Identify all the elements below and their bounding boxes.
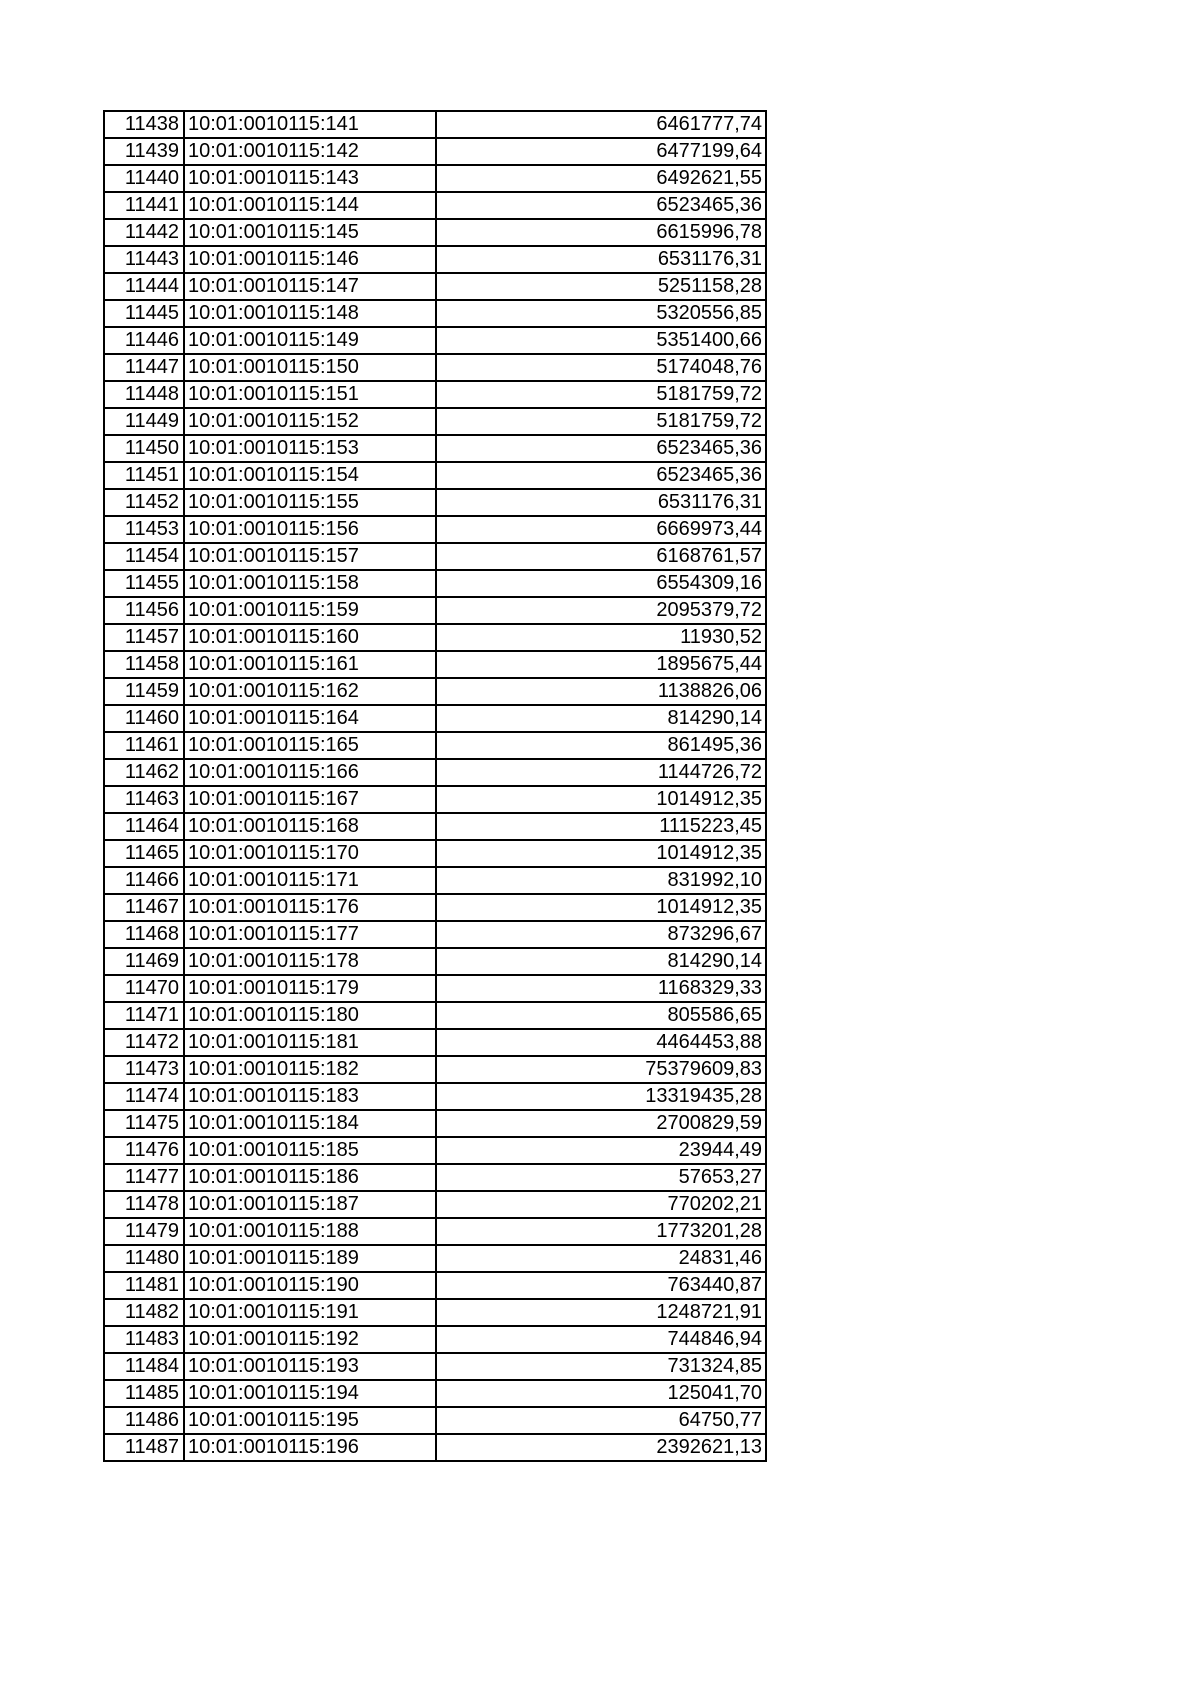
cadastral-value-cell: 1773201,28 [436,1218,766,1245]
cadastral-value-cell: 763440,87 [436,1272,766,1299]
cadastral-number-cell: 10:01:0010115:161 [184,651,436,678]
cadastral-number-cell: 10:01:0010115:187 [184,1191,436,1218]
row-number-cell: 11476 [104,1137,184,1164]
row-number-cell: 11464 [104,813,184,840]
table-row [104,192,766,219]
table-row [104,840,766,867]
table-row [104,1056,766,1083]
cadastral-value-cell: 831992,10 [436,867,766,894]
cadastral-value-table [103,110,767,1462]
row-number-cell: 11485 [104,1380,184,1407]
cadastral-value-cell: 5351400,66 [436,327,766,354]
cadastral-value-cell: 24831,46 [436,1245,766,1272]
table-row [104,1137,766,1164]
cadastral-number-cell: 10:01:0010115:193 [184,1353,436,1380]
row-number-cell: 11448 [104,381,184,408]
cadastral-number-cell: 10:01:0010115:149 [184,327,436,354]
cadastral-number-cell: 10:01:0010115:186 [184,1164,436,1191]
table-row [104,1110,766,1137]
cadastral-value-cell: 6477199,64 [436,138,766,165]
table-row [104,462,766,489]
cadastral-number-cell: 10:01:0010115:144 [184,192,436,219]
row-number-cell: 11478 [104,1191,184,1218]
row-number-cell: 11474 [104,1083,184,1110]
row-number-cell: 11469 [104,948,184,975]
cadastral-value-cell: 6669973,44 [436,516,766,543]
table-row [104,219,766,246]
cadastral-value-cell: 2700829,59 [436,1110,766,1137]
cadastral-number-cell: 10:01:0010115:168 [184,813,436,840]
cadastral-value-cell: 1115223,45 [436,813,766,840]
cadastral-number-cell: 10:01:0010115:184 [184,1110,436,1137]
cadastral-number-cell: 10:01:0010115:188 [184,1218,436,1245]
cadastral-number-cell: 10:01:0010115:192 [184,1326,436,1353]
table-row [104,975,766,1002]
row-number-cell: 11468 [104,921,184,948]
cadastral-number-cell: 10:01:0010115:183 [184,1083,436,1110]
table-row [104,678,766,705]
row-number-cell: 11444 [104,273,184,300]
table-row [104,867,766,894]
cadastral-value-cell: 6523465,36 [436,435,766,462]
cadastral-number-cell: 10:01:0010115:158 [184,570,436,597]
table-row [104,786,766,813]
cadastral-number-cell: 10:01:0010115:170 [184,840,436,867]
row-number-cell: 11447 [104,354,184,381]
cadastral-value-cell: 1014912,35 [436,840,766,867]
table-row [104,1407,766,1434]
cadastral-value-cell: 75379609,83 [436,1056,766,1083]
cadastral-value-cell: 6615996,78 [436,219,766,246]
table-row [104,1083,766,1110]
row-number-cell: 11455 [104,570,184,597]
table-row [104,813,766,840]
table-row [104,489,766,516]
cadastral-value-cell: 125041,70 [436,1380,766,1407]
cadastral-value-cell: 873296,67 [436,921,766,948]
table-row [104,732,766,759]
table-row [104,1002,766,1029]
row-number-cell: 11466 [104,867,184,894]
row-number-cell: 11451 [104,462,184,489]
row-number-cell: 11467 [104,894,184,921]
row-number-cell: 11477 [104,1164,184,1191]
cadastral-number-cell: 10:01:0010115:142 [184,138,436,165]
cadastral-value-cell: 6523465,36 [436,192,766,219]
cadastral-value-cell: 2095379,72 [436,597,766,624]
cadastral-value-cell: 23944,49 [436,1137,766,1164]
row-number-cell: 11459 [104,678,184,705]
table-row [104,705,766,732]
row-number-cell: 11481 [104,1272,184,1299]
cadastral-value-cell: 1895675,44 [436,651,766,678]
cadastral-value-cell: 861495,36 [436,732,766,759]
cadastral-number-cell: 10:01:0010115:171 [184,867,436,894]
cadastral-value-cell: 731324,85 [436,1353,766,1380]
table-row [104,1272,766,1299]
cadastral-value-cell: 6523465,36 [436,462,766,489]
cadastral-value-cell: 1014912,35 [436,786,766,813]
cadastral-number-cell: 10:01:0010115:190 [184,1272,436,1299]
cadastral-number-cell: 10:01:0010115:157 [184,543,436,570]
table-row [104,1191,766,1218]
row-number-cell: 11458 [104,651,184,678]
row-number-cell: 11461 [104,732,184,759]
row-number-cell: 11475 [104,1110,184,1137]
cadastral-number-cell: 10:01:0010115:145 [184,219,436,246]
cadastral-number-cell: 10:01:0010115:147 [184,273,436,300]
row-number-cell: 11457 [104,624,184,651]
cadastral-number-cell: 10:01:0010115:164 [184,705,436,732]
cadastral-number-cell: 10:01:0010115:185 [184,1137,436,1164]
table-row [104,597,766,624]
cadastral-value-cell: 57653,27 [436,1164,766,1191]
cadastral-value-cell: 744846,94 [436,1326,766,1353]
cadastral-value-cell: 5320556,85 [436,300,766,327]
row-number-cell: 11449 [104,408,184,435]
table-row [104,138,766,165]
table-row [104,1353,766,1380]
cadastral-value-cell: 1144726,72 [436,759,766,786]
table-row [104,759,766,786]
table-row [104,624,766,651]
cadastral-number-cell: 10:01:0010115:167 [184,786,436,813]
row-number-cell: 11472 [104,1029,184,1056]
row-number-cell: 11471 [104,1002,184,1029]
table-row [104,1029,766,1056]
table-row [104,1299,766,1326]
table-row [104,300,766,327]
cadastral-value-cell: 13319435,28 [436,1083,766,1110]
cadastral-value-cell: 6554309,16 [436,570,766,597]
cadastral-number-cell: 10:01:0010115:182 [184,1056,436,1083]
row-number-cell: 11450 [104,435,184,462]
table-row [104,1326,766,1353]
cadastral-number-cell: 10:01:0010115:153 [184,435,436,462]
cadastral-number-cell: 10:01:0010115:177 [184,921,436,948]
table-row [104,516,766,543]
table-row [104,543,766,570]
cadastral-value-cell: 1138826,06 [436,678,766,705]
cadastral-value-cell: 6168761,57 [436,543,766,570]
row-number-cell: 11440 [104,165,184,192]
row-number-cell: 11439 [104,138,184,165]
table-row [104,1380,766,1407]
cadastral-value-cell: 6531176,31 [436,489,766,516]
row-number-cell: 11482 [104,1299,184,1326]
cadastral-value-cell: 11930,52 [436,624,766,651]
cadastral-value-cell: 5174048,76 [436,354,766,381]
cadastral-value-cell: 1168329,33 [436,975,766,1002]
row-number-cell: 11465 [104,840,184,867]
table-row [104,1218,766,1245]
cadastral-number-cell: 10:01:0010115:146 [184,246,436,273]
cadastral-value-cell: 6492621,55 [436,165,766,192]
table-row [104,111,766,138]
cadastral-number-cell: 10:01:0010115:196 [184,1434,436,1461]
cadastral-number-cell: 10:01:0010115:180 [184,1002,436,1029]
cadastral-number-cell: 10:01:0010115:141 [184,111,436,138]
cadastral-number-cell: 10:01:0010115:155 [184,489,436,516]
cadastral-number-cell: 10:01:0010115:176 [184,894,436,921]
cadastral-number-cell: 10:01:0010115:189 [184,1245,436,1272]
cadastral-number-cell: 10:01:0010115:160 [184,624,436,651]
cadastral-number-cell: 10:01:0010115:159 [184,597,436,624]
row-number-cell: 11443 [104,246,184,273]
table-body [104,111,766,1461]
row-number-cell: 11453 [104,516,184,543]
cadastral-number-cell: 10:01:0010115:152 [184,408,436,435]
cadastral-number-cell: 10:01:0010115:194 [184,1380,436,1407]
cadastral-number-cell: 10:01:0010115:195 [184,1407,436,1434]
table-row [104,894,766,921]
row-number-cell: 11479 [104,1218,184,1245]
table-row [104,921,766,948]
table-row [104,246,766,273]
row-number-cell: 11460 [104,705,184,732]
cadastral-number-cell: 10:01:0010115:143 [184,165,436,192]
cadastral-value-cell: 5251158,28 [436,273,766,300]
cadastral-value-cell: 770202,21 [436,1191,766,1218]
row-number-cell: 11452 [104,489,184,516]
cadastral-value-cell: 5181759,72 [436,381,766,408]
cadastral-value-cell: 814290,14 [436,705,766,732]
row-number-cell: 11473 [104,1056,184,1083]
table-row [104,1245,766,1272]
cadastral-value-cell: 1248721,91 [436,1299,766,1326]
cadastral-number-cell: 10:01:0010115:179 [184,975,436,1002]
table-row [104,273,766,300]
cadastral-value-cell: 805586,65 [436,1002,766,1029]
table-row [104,570,766,597]
table-row [104,948,766,975]
row-number-cell: 11487 [104,1434,184,1461]
cadastral-value-cell: 5181759,72 [436,408,766,435]
row-number-cell: 11483 [104,1326,184,1353]
table-row [104,651,766,678]
row-number-cell: 11454 [104,543,184,570]
row-number-cell: 11486 [104,1407,184,1434]
cadastral-number-cell: 10:01:0010115:162 [184,678,436,705]
row-number-cell: 11480 [104,1245,184,1272]
cadastral-number-cell: 10:01:0010115:156 [184,516,436,543]
table-row [104,381,766,408]
row-number-cell: 11441 [104,192,184,219]
table-row [104,1164,766,1191]
cadastral-value-cell: 4464453,88 [436,1029,766,1056]
cadastral-number-cell: 10:01:0010115:166 [184,759,436,786]
cadastral-number-cell: 10:01:0010115:191 [184,1299,436,1326]
cadastral-number-cell: 10:01:0010115:148 [184,300,436,327]
cadastral-value-cell: 2392621,13 [436,1434,766,1461]
row-number-cell: 11456 [104,597,184,624]
row-number-cell: 11445 [104,300,184,327]
cadastral-value-cell: 64750,77 [436,1407,766,1434]
row-number-cell: 11470 [104,975,184,1002]
row-number-cell: 11463 [104,786,184,813]
cadastral-number-cell: 10:01:0010115:178 [184,948,436,975]
cadastral-value-cell: 814290,14 [436,948,766,975]
table-row [104,327,766,354]
cadastral-number-cell: 10:01:0010115:181 [184,1029,436,1056]
table-row [104,1434,766,1461]
cadastral-number-cell: 10:01:0010115:151 [184,381,436,408]
table-row [104,354,766,381]
row-number-cell: 11462 [104,759,184,786]
row-number-cell: 11446 [104,327,184,354]
cadastral-number-cell: 10:01:0010115:154 [184,462,436,489]
row-number-cell: 11484 [104,1353,184,1380]
table-row [104,165,766,192]
cadastral-value-cell: 1014912,35 [436,894,766,921]
table-row [104,435,766,462]
table-row [104,408,766,435]
cadastral-number-cell: 10:01:0010115:150 [184,354,436,381]
cadastral-value-cell: 6461777,74 [436,111,766,138]
cadastral-value-cell: 6531176,31 [436,246,766,273]
row-number-cell: 11438 [104,111,184,138]
row-number-cell: 11442 [104,219,184,246]
cadastral-number-cell: 10:01:0010115:165 [184,732,436,759]
